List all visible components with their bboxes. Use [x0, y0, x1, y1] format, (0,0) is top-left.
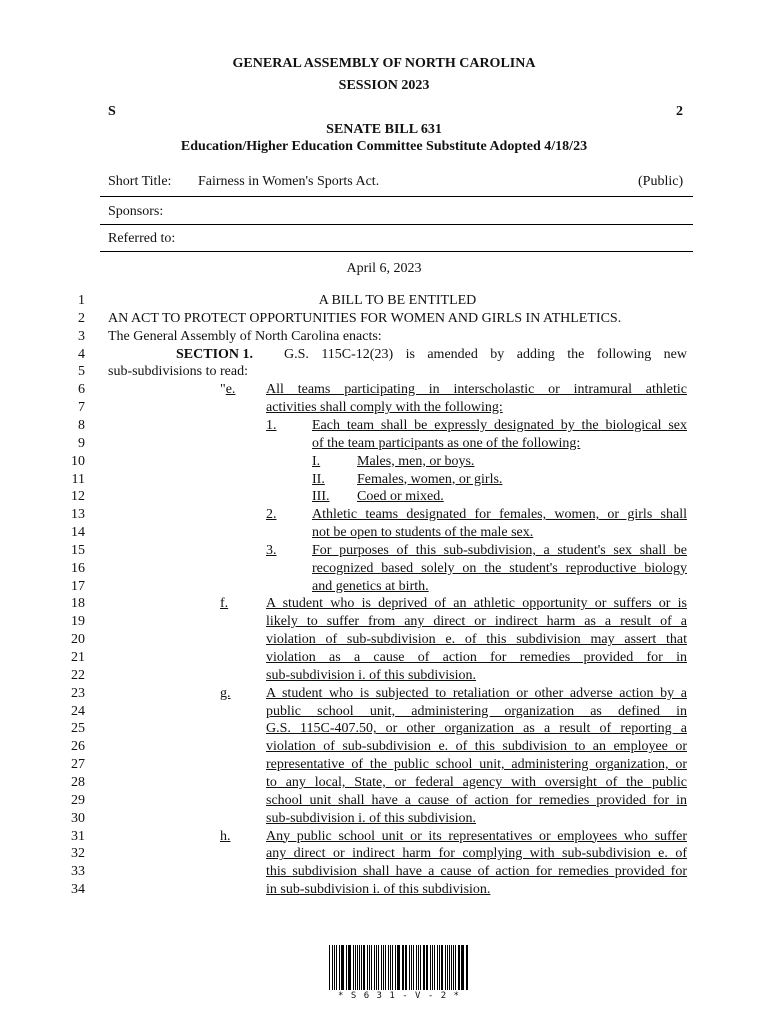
- barcode-bar: [371, 945, 372, 990]
- barcode-bar: [441, 945, 443, 990]
- line-text: school unit shall have a cause of action for remedies provided for in: [266, 792, 687, 808]
- barcode-bar: [376, 945, 377, 990]
- version-number: 2: [676, 104, 683, 119]
- rule-2: [100, 224, 693, 225]
- committee-substitute: Education/Higher Education Committee Substitute Adopted 4/18/23: [180, 139, 588, 154]
- line-text: Athletic teams designated for females, women, or girls shall: [312, 507, 687, 523]
- barcode-bar: [427, 945, 428, 990]
- public-tag: (Public): [638, 174, 684, 189]
- barcode-bar: [395, 945, 396, 990]
- barcode-bar: [430, 945, 431, 990]
- line-number: 7: [78, 400, 85, 416]
- barcode-bar: [462, 945, 463, 990]
- line-label: g.: [220, 685, 231, 701]
- line-number: 15: [71, 542, 85, 558]
- chamber-letter: S: [108, 104, 116, 119]
- line-number: 23: [71, 685, 85, 701]
- line-number: 16: [71, 560, 85, 576]
- line-text: Each team shall be expressly designated by the biological sex: [312, 417, 687, 433]
- barcode-bar: [413, 945, 414, 990]
- line-text: in sub-subdivision i. of this subdivision.: [266, 882, 491, 898]
- line-number: 33: [71, 864, 85, 880]
- barcode-bar: [397, 945, 398, 990]
- line-number: 17: [71, 578, 85, 594]
- line-number: 6: [78, 382, 85, 398]
- line-number: 32: [71, 846, 85, 862]
- barcode-bar: [437, 945, 438, 990]
- barcode-bar: [332, 945, 333, 990]
- barcode-bar: [451, 945, 452, 990]
- referred-label: Referred to:: [108, 231, 176, 246]
- line-number: 25: [71, 721, 85, 737]
- barcode-bar: [357, 945, 358, 990]
- line-number: 22: [71, 667, 85, 683]
- line-label: f.: [220, 596, 229, 612]
- line-number: 28: [71, 774, 85, 790]
- line-number: 29: [71, 792, 85, 808]
- line-number: 1: [78, 293, 85, 308]
- line-label: 1.: [266, 417, 277, 433]
- barcode-bar: [353, 945, 354, 990]
- barcode-bar: [467, 945, 468, 990]
- barcode-bar: [388, 945, 389, 990]
- short-title: Fairness in Women's Sports Act.: [198, 174, 380, 189]
- line-text: sub-subdivisions to read:: [108, 364, 248, 380]
- line-text: of the team participants as one of the following:: [312, 435, 581, 451]
- assembly-title: GENERAL ASSEMBLY OF NORTH CAROLINA: [232, 56, 536, 71]
- line-text: likely to suffer from any direct or indirect harm as a result of a: [266, 614, 687, 630]
- line-text: G.S. 115C-12(23) is amended by adding the following new: [284, 346, 687, 362]
- line-text: sub-subdivision i. of this subdivision.: [266, 667, 477, 683]
- barcode-bar: [348, 945, 349, 990]
- line-number: 11: [71, 471, 85, 487]
- line-text: G.S. 115C-407.50, or other organization as a result of reporting a: [266, 721, 687, 737]
- line-number: 34: [71, 882, 85, 898]
- barcode-bar: [349, 945, 350, 990]
- line-number: 31: [71, 828, 85, 844]
- barcode-bar: [390, 945, 391, 990]
- barcode-bar: [355, 945, 356, 990]
- line-label: h.: [220, 828, 231, 844]
- line-text: Females, women, or girls.: [357, 471, 503, 487]
- line-number: 20: [71, 632, 85, 648]
- line-number: 12: [71, 489, 85, 505]
- barcode-bar: [426, 945, 427, 990]
- line-text: activities shall comply with the following:: [266, 400, 503, 416]
- rule-3: [100, 251, 693, 252]
- barcode-bar: [369, 945, 370, 990]
- barcode-bar: [411, 945, 412, 990]
- barcode-bar: [432, 945, 433, 990]
- line-text: sub-subdivision i. of this subdivision.: [266, 810, 477, 826]
- line-label: II.: [312, 471, 325, 487]
- line-text: and genetics at birth.: [312, 578, 429, 594]
- line-number: 14: [71, 525, 85, 541]
- barcode-bar: [420, 945, 421, 990]
- rule-1: [100, 196, 693, 197]
- line-label: "e.: [220, 382, 236, 398]
- line-number: 2: [78, 310, 85, 326]
- line-label: I.: [312, 453, 321, 469]
- line-text: A student who is subjected to retaliation or other adverse action by a: [266, 685, 687, 701]
- barcode-bar: [439, 945, 440, 990]
- barcode-bar: [367, 945, 368, 990]
- barcode-text: * S 6 3 1 - V - 2 *: [338, 991, 460, 1001]
- barcode-bar: [416, 945, 417, 990]
- bill-title: SENATE BILL 631: [326, 122, 442, 137]
- introduced-date: April 6, 2023: [346, 261, 422, 276]
- line-text: All teams participating in interscholastic or intramural athletic: [266, 382, 687, 398]
- line-text: The General Assembly of North Carolina enacts:: [108, 328, 382, 344]
- barcode-bar: [374, 945, 375, 990]
- line-label: 2.: [266, 507, 277, 523]
- barcode-bar: [449, 945, 450, 990]
- line-text: violation of sub-subdivision e. of this subdivision to an employee or: [266, 739, 687, 755]
- session-title: SESSION 2023: [338, 78, 430, 93]
- barcode-bar: [342, 945, 344, 990]
- barcode-bar: [392, 945, 393, 990]
- barcode-bar: [406, 945, 407, 990]
- barcode-bar: [461, 945, 462, 990]
- sponsors-label: Sponsors:: [108, 204, 164, 219]
- line-text: not be open to students of the male sex.: [312, 525, 534, 541]
- barcode-bar: [455, 945, 456, 990]
- line-number: 18: [71, 596, 85, 612]
- line-number: 30: [71, 810, 85, 826]
- short-title-label: Short Title:: [108, 174, 172, 189]
- barcode-bar: [434, 945, 435, 990]
- line-text: this subdivision shall have a cause of action for remedies provided for: [266, 864, 687, 880]
- line-text: representative of the public school unit, administering organization, or: [266, 757, 687, 773]
- barcode-bar: [445, 945, 446, 990]
- barcode-bar: [453, 945, 454, 990]
- line-text: public school unit, administering organization as defined in: [266, 703, 687, 719]
- line-text: violation of sub-subdivision e. of this subdivision may assert that: [266, 632, 687, 648]
- barcode-bar: [378, 945, 379, 990]
- barcode-bar: [402, 945, 404, 990]
- barcode-bar: [405, 945, 406, 990]
- barcode-bar: [409, 945, 410, 990]
- line-number: 10: [71, 453, 85, 469]
- barcode-bar: [418, 945, 419, 990]
- barcode-bar: [329, 945, 330, 990]
- line-number: 26: [71, 739, 85, 755]
- line-text: For purposes of this sub-subdivision, a student's sex shall be: [312, 542, 687, 558]
- barcode-bar: [381, 945, 383, 990]
- line-label: SECTION 1.: [176, 346, 254, 362]
- line-text: Any public school unit or its representatives or employees who suffer: [266, 828, 687, 844]
- barcode-bar: [383, 945, 384, 990]
- line-text: Males, men, or boys.: [357, 453, 475, 469]
- line-label: III.: [312, 489, 330, 505]
- line-text: A student who is deprived of an athletic opportunity or suffers or is: [266, 596, 687, 612]
- line-number: 9: [78, 435, 85, 451]
- barcode-bar: [339, 945, 340, 990]
- line-number: 5: [78, 364, 85, 380]
- line-number: 19: [71, 614, 85, 630]
- line-number: 13: [71, 507, 85, 523]
- barcode-bar: [398, 945, 399, 990]
- line-text: violation as a cause of action for remedies provided for in: [266, 650, 687, 665]
- barcode-bar: [359, 945, 360, 990]
- barcode-bar: [334, 945, 335, 990]
- barcode-bar: [385, 945, 386, 990]
- line-number: 3: [78, 328, 85, 344]
- line-label: 3.: [266, 542, 277, 558]
- line-number: 21: [71, 650, 85, 665]
- barcode-bar: [361, 945, 362, 990]
- line-text: Coed or mixed.: [357, 489, 444, 505]
- line-number: 24: [71, 703, 85, 719]
- line-text: to any local, State, or federal agency with oversight of the public: [266, 774, 687, 790]
- barcode-bar: [363, 945, 365, 990]
- line-text: recognized based solely on the student's reproductive biology: [312, 560, 687, 576]
- line-number: 27: [71, 757, 85, 773]
- barcode-bar: [346, 945, 347, 990]
- barcode: [329, 945, 469, 990]
- barcode-bar: [466, 945, 467, 990]
- barcode-bar: [458, 945, 460, 990]
- barcode-bar: [336, 945, 337, 990]
- line-text: any direct or indirect harm for complying with sub-subdivision e. of: [266, 846, 687, 862]
- barcode-bar: [447, 945, 448, 990]
- barcode-bar: [341, 945, 342, 990]
- line-text: A BILL TO BE ENTITLED: [318, 293, 477, 308]
- line-number: 4: [78, 346, 85, 362]
- line-text: AN ACT TO PROTECT OPPORTUNITIES FOR WOMEN AND GIRLS IN ATHLETICS.: [108, 310, 622, 326]
- line-number: 8: [78, 417, 85, 433]
- barcode-bar: [423, 945, 425, 990]
